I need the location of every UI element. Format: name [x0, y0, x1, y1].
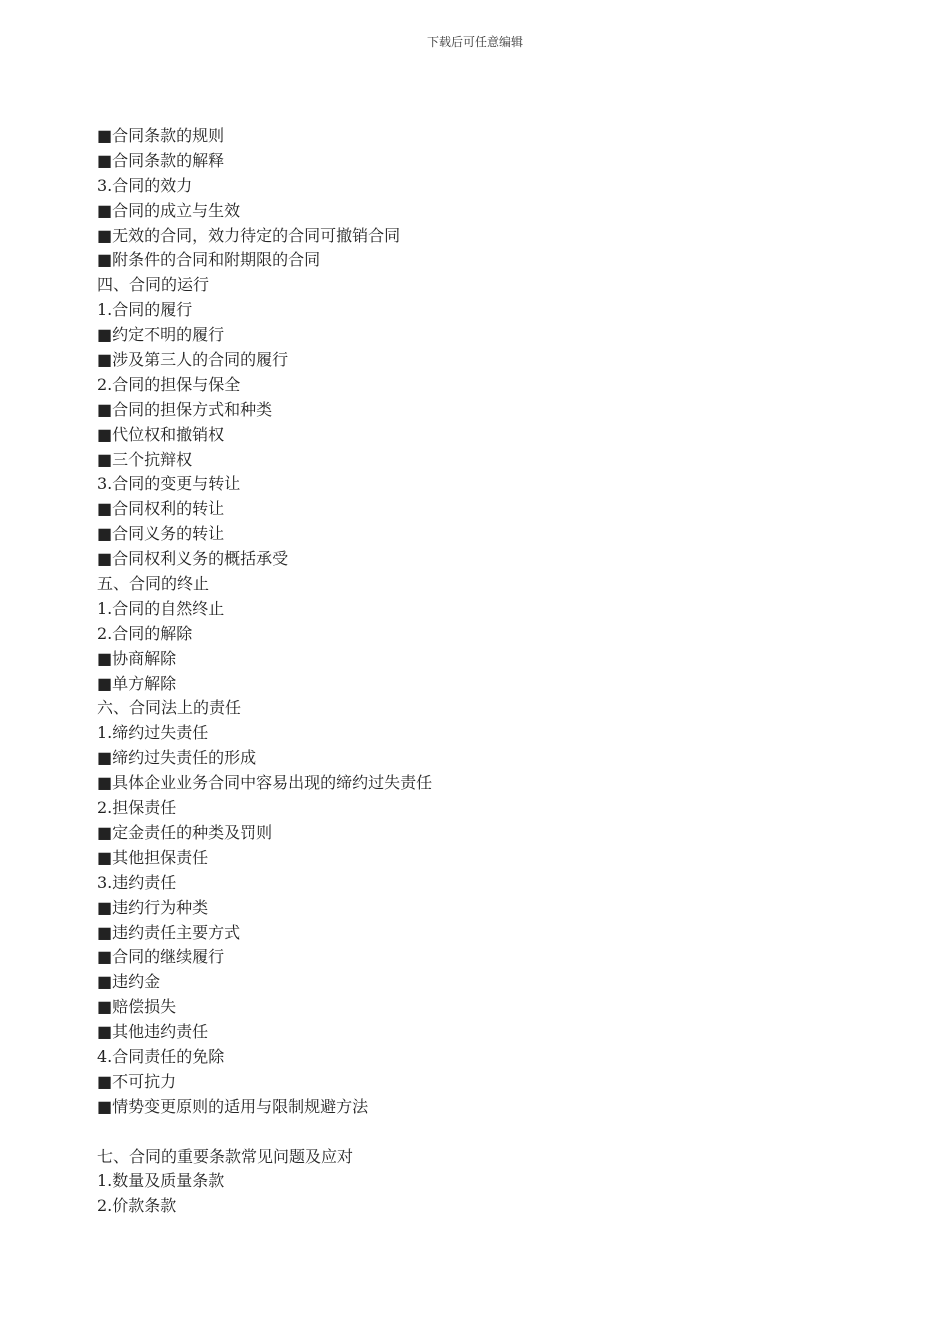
outline-item: ■附条件的合同和附期限的合同 — [97, 250, 321, 270]
outline-item: ■三个抗辩权 — [97, 449, 193, 469]
outline-item: ■代位权和撤销权 — [97, 424, 225, 444]
outline-item: ■缔约过失责任的形成 — [97, 748, 257, 768]
outline-item: 2.合同的担保与保全 — [97, 374, 241, 394]
outline-item: ■协商解除 — [97, 648, 177, 668]
outline-item: 4.合同责任的免除 — [97, 1046, 225, 1066]
outline-item: ■涉及第三人的合同的履行 — [97, 350, 289, 370]
outline-item: 3.违约责任 — [97, 872, 177, 892]
outline-item: 1.缔约过失责任 — [97, 723, 209, 743]
document-body — [97, 124, 857, 1219]
section-heading: 四、合同的运行 — [97, 275, 210, 295]
outline-item: ■合同条款的规则 — [97, 126, 225, 145]
outline-item: ■违约责任主要方式 — [97, 922, 241, 942]
outline-item: ■合同权利义务的概括承受 — [97, 549, 289, 569]
section-heading: 五、合同的终止 — [97, 574, 210, 594]
outline-item: 3.合同的效力 — [97, 175, 193, 195]
page-header: 下载后可任意编辑 — [426, 35, 523, 49]
outline-item: ■其他担保责任 — [97, 847, 209, 867]
outline-item: ■情势变更原则的适用与限制规避方法 — [97, 1096, 369, 1116]
outline-item: 2.合同的解除 — [97, 623, 193, 643]
outline-item: ■合同义务的转让 — [97, 524, 225, 544]
outline-item: ■合同的担保方式和种类 — [97, 399, 273, 419]
outline-item: 3.合同的变更与转让 — [97, 474, 241, 494]
section-heading: 七、合同的重要条款常见问题及应对 — [97, 1146, 354, 1166]
outline-item: 1.数量及质量条款 — [97, 1171, 225, 1191]
outline-item: ■合同条款的解释 — [97, 150, 225, 170]
outline-item: ■赔偿损失 — [97, 997, 177, 1017]
outline-item: ■违约行为种类 — [97, 897, 209, 917]
outline-item: ■合同权利的转让 — [97, 499, 225, 519]
outline-item: ■其他违约责任 — [97, 1022, 209, 1042]
outline-item: ■单方解除 — [97, 673, 177, 693]
outline-item: ■具体企业业务合同中容易出现的缔约过失责任 — [97, 773, 433, 793]
blank-line — [97, 1120, 857, 1145]
outline-item: ■不可抗力 — [97, 1071, 177, 1091]
outline-item: ■约定不明的履行 — [97, 325, 225, 345]
section-heading: 六、合同法上的责任 — [97, 698, 242, 718]
outline-item: 1.合同的履行 — [97, 300, 193, 320]
outline-item: ■定金责任的种类及罚则 — [97, 822, 273, 842]
outline-item: 1.合同的自然终止 — [97, 598, 225, 618]
outline-item: ■违约金 — [97, 972, 161, 992]
outline-item: 2.担保责任 — [97, 798, 177, 818]
outline-item: 2.价款条款 — [97, 1196, 177, 1216]
outline-item: ■合同的继续履行 — [97, 947, 225, 967]
outline-item: ■合同的成立与生效 — [97, 200, 241, 220]
outline-item: ■无效的合同，效力待定的合同可撤销合同 — [97, 225, 401, 245]
